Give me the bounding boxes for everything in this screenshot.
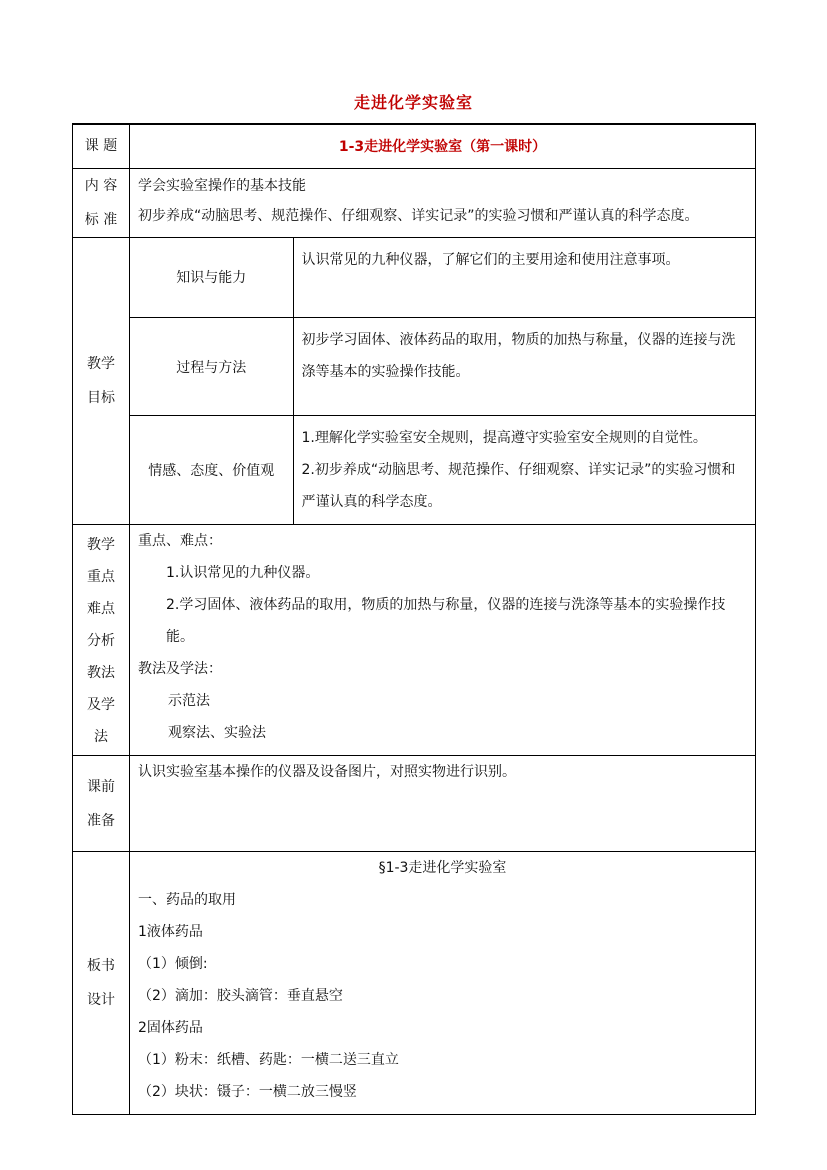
objective-row xyxy=(130,416,756,525)
board-label-line2: 设计 xyxy=(87,992,115,1008)
content-standard-text xyxy=(130,168,756,237)
analysis-label-line: 分析 xyxy=(87,633,115,649)
document-title: 走进化学实验室 xyxy=(353,93,473,112)
objective-row xyxy=(130,238,756,318)
board-line: 1液体药品 xyxy=(138,924,203,940)
analysis-point: 1.认识常见的九种仪器。 xyxy=(166,565,320,581)
method-item: 示范法 xyxy=(168,693,210,709)
objective-attitude-line: 2.初步养成“动脑思考、规范操作、仔细观察、详实记录”的实验习惯和严谨认真的科学态度。 xyxy=(301,462,736,510)
board-row xyxy=(73,852,756,1115)
analysis-label xyxy=(73,525,130,756)
analysis-text xyxy=(130,525,756,756)
objective-label-attitude: 情感、态度、价值观 xyxy=(130,416,293,525)
analysis-label-line: 法 xyxy=(94,729,108,745)
content-standard-row xyxy=(73,168,756,237)
method-item: 观察法、实验法 xyxy=(168,725,266,741)
board-line: （1）粉末：纸槽、药匙：一横二送三直立 xyxy=(138,1052,399,1068)
lesson-plan-table xyxy=(72,123,756,1115)
topic-label: 课 题 xyxy=(73,124,130,168)
objective-attitude-line: 1.理解化学实验室安全规则，提高遵守实验室安全规则的自觉性。 xyxy=(301,430,707,446)
analysis-label-line: 教法 xyxy=(87,665,115,681)
objective-text-process: 初步学习固体、液体药品的取用，物质的加热与称量，仪器的连接与洗涤等基本的实验操作技能。 xyxy=(293,318,756,416)
content-standard-line: 学会实验室操作的基本技能 xyxy=(138,177,306,194)
board-title: §1-3走进化学实验室 xyxy=(378,860,507,876)
objectives-label xyxy=(73,237,130,525)
board-line: （1）倾倒: xyxy=(138,956,208,972)
content-standard-label xyxy=(73,168,130,237)
analysis-heading: 重点、难点： xyxy=(138,533,222,549)
board-text xyxy=(130,852,756,1115)
objectives-subtable xyxy=(130,238,756,525)
objectives-label-line2: 目标 xyxy=(87,389,115,406)
preparation-label xyxy=(73,756,130,852)
board-label-line1: 板书 xyxy=(87,958,115,974)
preparation-label-line2: 准备 xyxy=(87,812,115,829)
analysis-label-line: 及学 xyxy=(87,697,115,713)
analysis-label-line: 教学 xyxy=(87,537,115,553)
lesson-title: 1-3走进化学实验室（第一课时） xyxy=(130,124,756,168)
objectives-label-line1: 教学 xyxy=(87,355,115,372)
content-standard-label-line2: 标 准 xyxy=(84,211,118,228)
preparation-row xyxy=(73,756,756,852)
analysis-point: 2.学习固体、液体药品的取用，物质的加热与称量，仪器的连接与洗涤等基本的实验操作技能。 xyxy=(166,597,726,645)
preparation-text: 认识实验室基本操作的仪器及设备图片，对照实物进行识别。 xyxy=(130,756,756,852)
objectives-row xyxy=(73,237,756,525)
board-label xyxy=(73,852,130,1115)
board-line: （2）块状：镊子：一横二放三慢竖 xyxy=(138,1084,357,1100)
content-standard-line: 初步养成“动脑思考、规范操作、仔细观察、详实记录”的实验习惯和严谨认真的科学态度。 xyxy=(138,207,699,224)
methods-heading: 教法及学法： xyxy=(138,661,222,677)
objective-label-knowledge: 知识与能力 xyxy=(130,238,293,318)
objective-text-knowledge: 认识常见的九种仪器，了解它们的主要用途和使用注意事项。 xyxy=(293,238,756,318)
objective-text-attitude xyxy=(293,416,756,525)
analysis-row xyxy=(73,525,756,756)
content-standard-label-line1: 内 容 xyxy=(84,177,118,194)
board-line: （2）滴加：胶头滴管：垂直悬空 xyxy=(138,988,343,1004)
analysis-label-line: 重点 xyxy=(87,569,115,585)
board-line: 一、药品的取用 xyxy=(138,892,236,908)
topic-row xyxy=(73,124,756,168)
objective-label-process: 过程与方法 xyxy=(130,318,293,416)
objective-row xyxy=(130,318,756,416)
objectives-cell xyxy=(130,237,756,525)
analysis-label-line: 难点 xyxy=(87,601,115,617)
preparation-label-line1: 课前 xyxy=(87,778,115,795)
board-line: 2固体药品 xyxy=(138,1020,203,1036)
